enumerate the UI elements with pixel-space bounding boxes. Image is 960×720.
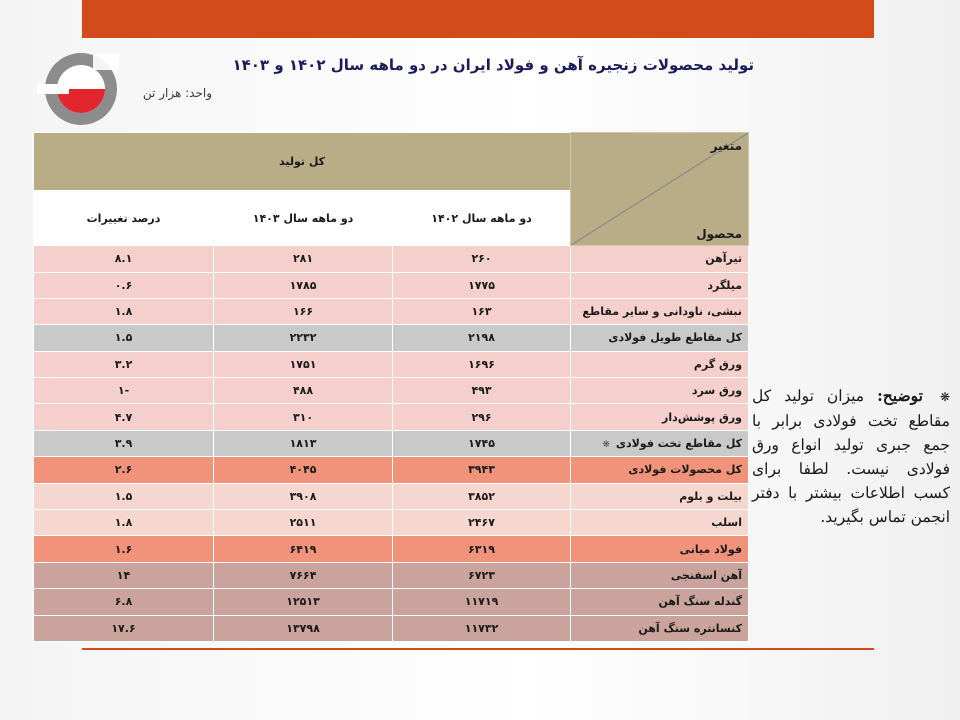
value-1403-cell: ۱۷۸۵ — [214, 272, 393, 298]
value-1402-cell: ۲۶۰ — [393, 246, 571, 272]
table-row — [34, 562, 749, 588]
table-row — [34, 615, 749, 641]
value-1402-cell: ۱۷۷۵ — [393, 272, 571, 298]
percent-change-cell: ۳.۹ — [34, 430, 214, 456]
col-header-1402: دو ماهه سال ۱۴۰۲ — [393, 191, 571, 246]
product-name: کل مقاطع تخت فولادی — [615, 437, 743, 451]
association-logo-icon — [33, 48, 121, 130]
table-body — [34, 246, 749, 642]
value-1403-cell: ۲۸۱ — [214, 246, 393, 272]
percent-change-cell: ۱.۸ — [34, 298, 214, 324]
table-row — [34, 325, 749, 351]
percent-change-cell: ۱۴ — [34, 562, 214, 588]
product-name-cell — [571, 351, 749, 377]
table-row — [34, 404, 749, 430]
unit-label: واحد: هزار تن — [142, 86, 212, 100]
value-1403-cell: ۳۱۰ — [214, 404, 393, 430]
value-1403-cell: ۲۵۱۱ — [214, 510, 393, 536]
product-name-cell — [571, 272, 749, 298]
table-row — [34, 457, 749, 483]
table-row — [34, 272, 749, 298]
product-name: کل محصولات فولادی — [628, 463, 743, 477]
value-1402-cell: ۱۶۹۶ — [393, 351, 571, 377]
product-name-cell — [571, 536, 749, 562]
product-name-cell — [571, 589, 749, 615]
percent-change-cell: ۱.۸ — [34, 510, 214, 536]
product-name: ورق سرد — [691, 384, 743, 398]
product-name-cell — [571, 430, 749, 456]
product-name-cell — [571, 483, 749, 509]
value-1403-cell: ۱۸۱۳ — [214, 430, 393, 456]
product-name: تیرآهن — [705, 252, 743, 266]
row-marker: ❋ — [602, 440, 610, 451]
percent-change-cell: -۱ — [34, 378, 214, 404]
product-name: ورق گرم — [693, 357, 743, 371]
value-1402-cell: ۳۹۴۳ — [393, 457, 571, 483]
product-name: گندله سنگ آهن — [658, 595, 743, 609]
value-1403-cell: ۶۴۱۹ — [214, 536, 393, 562]
product-name: کنسانتره سنگ آهن — [638, 621, 743, 635]
col-header-1403: دو ماهه سال ۱۴۰۳ — [214, 191, 393, 246]
value-1403-cell: ۷۶۶۴ — [214, 562, 393, 588]
value-1403-cell: ۲۲۳۲ — [214, 325, 393, 351]
table-header-row — [34, 133, 749, 191]
value-1402-cell: ۱۱۷۳۲ — [393, 615, 571, 641]
percent-change-cell: ۱۷.۶ — [34, 615, 214, 641]
percent-change-cell: ۶.۸ — [34, 589, 214, 615]
product-name: ورق پوشش‌دار — [662, 410, 743, 424]
product-name: اسلب — [711, 516, 743, 530]
value-1402-cell: ۲۹۶ — [393, 404, 571, 430]
note-text: میزان تولید کل مقاطع تخت فولادی برابر با جمع جبری تولید انواع ورق فولادی نیست. لطفا برای کسب اطلاعات بیشتر با دفتر انجمن تماس بگیرید. — [752, 387, 950, 526]
product-name: میلگرد — [707, 278, 743, 292]
value-1402-cell: ۶۷۲۳ — [393, 562, 571, 588]
product-name-cell — [571, 246, 749, 272]
percent-change-cell: ۸.۱ — [34, 246, 214, 272]
note-marker: ❋ — [939, 390, 950, 404]
corner-label-product: محصول — [696, 227, 743, 242]
value-1403-cell: ۱۳۷۹۸ — [214, 615, 393, 641]
note-label: توضیح: — [877, 386, 923, 405]
table-row — [34, 483, 749, 509]
table-row — [34, 510, 749, 536]
value-1402-cell: ۳۸۵۲ — [393, 483, 571, 509]
value-1403-cell: ۳۹۰۸ — [214, 483, 393, 509]
product-name: آهن اسفنجی — [670, 568, 743, 582]
percent-change-cell: ۰.۶ — [34, 272, 214, 298]
product-name-cell — [571, 562, 749, 588]
page-title: تولید محصولات زنجیره آهن و فولاد ایران در دو ماهه سال ۱۴۰۲ و ۱۴۰۳ — [232, 56, 754, 74]
table-row — [34, 351, 749, 377]
value-1402-cell: ۲۴۶۷ — [393, 510, 571, 536]
percent-change-cell: ۲.۶ — [34, 457, 214, 483]
value-1402-cell: ۶۳۱۹ — [393, 536, 571, 562]
table-row — [34, 246, 749, 272]
corner-label-variable: متغیر — [710, 139, 743, 153]
table-row — [34, 298, 749, 324]
product-name-cell — [571, 615, 749, 641]
value-1402-cell: ۲۱۹۸ — [393, 325, 571, 351]
value-1402-cell: ۱۶۳ — [393, 298, 571, 324]
product-name-cell — [571, 457, 749, 483]
table-row — [34, 378, 749, 404]
product-name-cell — [571, 404, 749, 430]
value-1402-cell: ۴۹۳ — [393, 378, 571, 404]
value-1403-cell: ۱۷۵۱ — [214, 351, 393, 377]
percent-change-cell: ۱.۶ — [34, 536, 214, 562]
corner-header-cell — [571, 133, 749, 246]
note-box — [752, 384, 950, 529]
value-1403-cell: ۱۶۶ — [214, 298, 393, 324]
production-table — [33, 132, 749, 642]
product-name-cell — [571, 325, 749, 351]
product-name: بیلت و بلوم — [679, 489, 743, 503]
product-name-cell — [571, 510, 749, 536]
table-row — [34, 589, 749, 615]
product-name: فولاد میانی — [679, 542, 743, 556]
value-1403-cell: ۴۸۸ — [214, 378, 393, 404]
product-name-cell — [571, 378, 749, 404]
product-name: کل مقاطع طویل فولادی — [608, 331, 743, 345]
product-name-cell — [571, 298, 749, 324]
percent-change-cell: ۳.۲ — [34, 351, 214, 377]
value-1402-cell: ۱۱۷۱۹ — [393, 589, 571, 615]
col-header-change: درصد تغییرات — [34, 191, 214, 246]
product-name: نبشی، ناودانی و سایر مقاطع — [582, 305, 743, 319]
table-row — [34, 430, 749, 456]
group-header-total-production: کل تولید — [34, 133, 571, 191]
percent-change-cell: ۱.۵ — [34, 483, 214, 509]
bottom-accent-line — [82, 648, 874, 650]
percent-change-cell: ۴.۷ — [34, 404, 214, 430]
table-row — [34, 536, 749, 562]
top-accent-bar — [82, 0, 874, 38]
value-1403-cell: ۴۰۴۵ — [214, 457, 393, 483]
value-1402-cell: ۱۷۴۵ — [393, 430, 571, 456]
value-1403-cell: ۱۲۵۱۳ — [214, 589, 393, 615]
percent-change-cell: ۱.۵ — [34, 325, 214, 351]
